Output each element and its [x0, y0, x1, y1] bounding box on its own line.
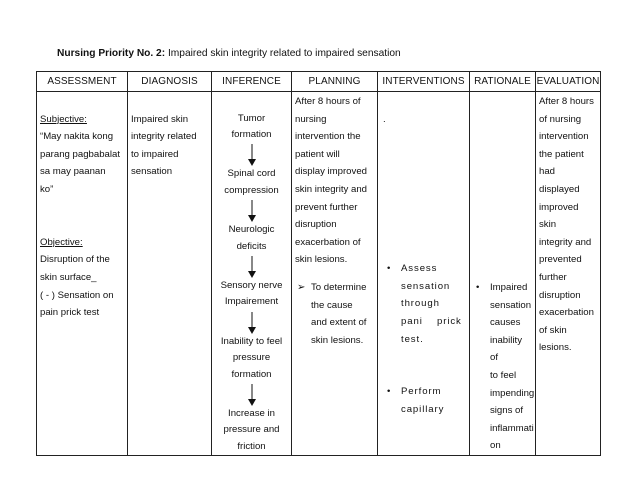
intervention-item-assess [381, 260, 466, 348]
planning-line: display improved [295, 166, 367, 178]
intervention-line: capillary [401, 403, 445, 415]
interventions-dot: . [383, 113, 386, 125]
rationale-line: on [490, 440, 501, 452]
diagnosis-line: sensation [131, 166, 173, 178]
caption-text: Impaired skin integrity related to impaired sensation [165, 48, 401, 59]
diagnosis-cell [128, 92, 212, 456]
evaluation-line: integrity and [539, 236, 592, 248]
planning-bullet-line: and extent of [311, 317, 367, 329]
planning-line: skin lesions. [295, 254, 348, 266]
evaluation-line: of skin [539, 324, 567, 336]
caption-bold: Nursing Priority No. 2: [57, 48, 166, 59]
inference-cell [212, 92, 292, 456]
subjective-line: ko” [40, 183, 54, 195]
subjective-line: “May nakita kong [40, 131, 114, 143]
planning-line: patient will [295, 148, 340, 160]
inference-line: pressure [232, 352, 271, 364]
evaluation-line: prevented [539, 254, 582, 266]
header-inference: INFERENCE [212, 72, 292, 92]
planning-line: skin integrity and [295, 183, 367, 195]
bullet-icon: • [387, 263, 392, 275]
rationale-cell [470, 92, 536, 456]
planning-bullet-line: the cause [311, 299, 353, 311]
inference-line: Increase in [228, 408, 275, 420]
rationale-line: Impaired [490, 282, 528, 293]
intervention-item-perform [381, 383, 466, 418]
nursing-care-plan-table [36, 71, 601, 456]
intervention-line: Perform [401, 386, 442, 398]
rationale-line: impending [490, 387, 535, 399]
arrow-bullet-icon: ➢ [297, 281, 306, 293]
rationale-line: inability of [490, 334, 522, 364]
intervention-line: pani prick [401, 315, 462, 327]
objective-line: ( - ) Sensation on [40, 289, 114, 301]
planning-line: exacerbation of [295, 236, 361, 248]
subjective-label: Subjective: [40, 113, 87, 125]
header-diagnosis: DIAGNOSIS [128, 72, 212, 92]
header-assessment: ASSESSMENT [37, 72, 128, 92]
header-evaluation: EVALUATION [536, 72, 601, 92]
bullet-icon: • [387, 386, 392, 398]
evaluation-line: improved skin [539, 201, 579, 231]
planning-line: After 8 hours of [295, 96, 361, 107]
evaluation-line: of nursing [539, 113, 582, 125]
evaluation-line: intervention [539, 131, 589, 143]
evaluation-cell [536, 92, 601, 456]
inference-line: pressure and [223, 424, 280, 436]
inference-line: Neurologic [228, 224, 275, 236]
inference-step-3 [215, 222, 288, 255]
evaluation-line: disruption [539, 289, 581, 301]
down-arrow-icon [246, 256, 258, 278]
interventions-cell [378, 92, 470, 456]
planning-bullet-line: To determine [311, 281, 367, 293]
rationale-line: sensation [490, 299, 532, 311]
objective-line: skin surface_ [40, 271, 97, 283]
assessment-cell [37, 92, 128, 456]
header-interventions: INTERVENTIONS [378, 72, 470, 92]
inference-line: Impairement [224, 296, 279, 308]
rationale-line: signs of [490, 405, 524, 417]
planning-bullet-line: skin lesions. [311, 334, 364, 346]
subjective-line: sa may paanan [40, 166, 106, 178]
inference-step-2 [215, 166, 288, 199]
intervention-line: sensation [401, 280, 451, 292]
rationale-line: causes [490, 317, 521, 329]
inference-line: Tumor [237, 112, 266, 124]
inference-line: Sensory nerve [220, 280, 283, 292]
intervention-line: test. [401, 333, 424, 345]
evaluation-line: After 8 hours [539, 96, 594, 107]
evaluation-line: lesions. [539, 342, 572, 354]
evaluation-line: had displayed [539, 166, 580, 195]
objective-line: pain prick test [40, 307, 100, 319]
content-row [37, 92, 601, 456]
planning-line: nursing [295, 113, 327, 125]
down-arrow-icon [246, 144, 258, 166]
inference-step-1 [215, 111, 288, 144]
header-rationale: RATIONALE [470, 72, 536, 92]
objective-label: Objective: [40, 236, 83, 248]
planning-line: intervention the [295, 131, 361, 143]
rationale-line: inflammati [490, 422, 534, 434]
evaluation-line: further [539, 271, 567, 283]
inference-line: compression [224, 184, 279, 196]
planning-cell [292, 92, 378, 456]
inference-line: Spinal cord [227, 168, 276, 180]
inference-line: friction [237, 440, 266, 452]
inference-step-4 [215, 278, 288, 311]
down-arrow-icon [246, 200, 258, 222]
diagnosis-line: to impaired [131, 148, 179, 160]
evaluation-line: the patient [539, 148, 584, 160]
inference-step-6 [215, 406, 288, 455]
inference-line: formation [231, 129, 272, 140]
intervention-line: through [401, 298, 440, 310]
subjective-line: parang pagbabalat [40, 148, 121, 160]
header-row [37, 72, 601, 92]
rationale-line: to feel [490, 369, 517, 381]
planning-line: prevent further [295, 201, 358, 213]
diagnosis-line: Impaired skin [131, 113, 189, 125]
inference-line: deficits [236, 240, 267, 252]
nursing-priority-caption [57, 48, 401, 59]
inference-step-5 [215, 334, 288, 383]
objective-line: Disruption of the [40, 254, 110, 266]
planning-line: disruption [295, 219, 337, 231]
header-planning: PLANNING [292, 72, 378, 92]
diagnosis-line: integrity related [131, 131, 197, 143]
inference-line: formation [231, 368, 272, 380]
intervention-line: Assess [401, 263, 438, 275]
planning-objective-item [295, 279, 374, 349]
inference-line: Inability to feel [220, 335, 283, 347]
down-arrow-icon [246, 312, 258, 334]
bullet-icon: • [476, 282, 480, 293]
rationale-item [473, 279, 535, 455]
down-arrow-icon [246, 384, 258, 406]
evaluation-line: exacerbation [539, 307, 594, 319]
